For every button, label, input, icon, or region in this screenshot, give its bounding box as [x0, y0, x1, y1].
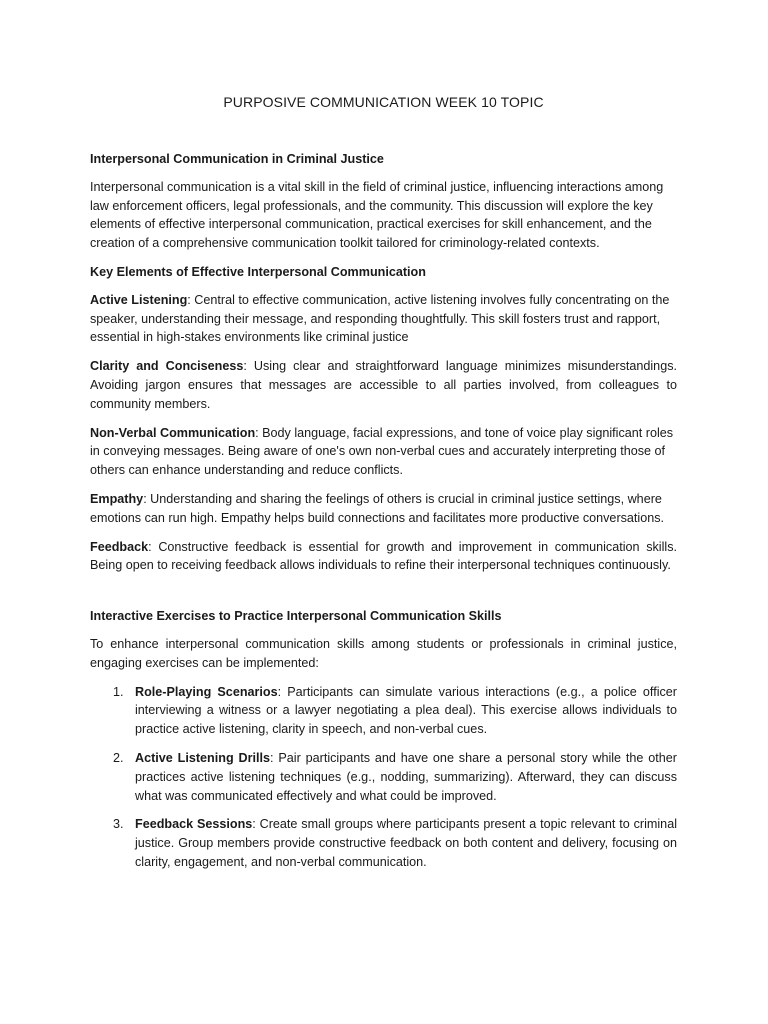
list-item — [90, 815, 677, 871]
element-text: : Central to effective communication, active listening involves fully concentrating on the speaker, understanding their message, and responding thoughtfully. This skill fosters trust and rapport, essential in high-stakes environments like criminal justice — [90, 292, 670, 345]
element-term: Active Listening — [90, 292, 188, 307]
element-term: Empathy — [90, 491, 144, 506]
list-number: 1. — [113, 684, 124, 699]
element-text: : Constructive feedback is essential for growth and improvement in communication skills. Being open to receiving feedback allows individuals to refine their interpersonal techniques continuously. — [90, 539, 677, 573]
exercise-term: Role-Playing Scenarios — [135, 684, 278, 699]
element-text: : Body language, facial expressions, and tone of voice play significant roles in conveying messages. Being aware of one's own non-verbal cues and accurately interpreting those of others can enhance understanding and reduce conflicts. — [90, 425, 674, 478]
section-heading-interpersonal-communication: Interpersonal Communication in Criminal Justice — [90, 152, 384, 166]
list-number: 3. — [113, 817, 124, 832]
list-item — [90, 683, 677, 739]
document-page — [90, 92, 677, 882]
list-item — [90, 749, 677, 805]
element-term: Feedback — [90, 539, 149, 554]
section-heading-interactive-exercises: Interactive Exercises to Practice Interpersonal Communication Skills — [90, 609, 502, 624]
element-paragraph-active-listening — [90, 291, 677, 347]
exercise-text: : Create small groups where participants present a topic relevant to criminal justice. Group members provide constructive feedback on both content and delivery, focusing on clarity, engagement, and non-verbal communication. — [135, 817, 677, 869]
section-heading-key-elements: Key Elements of Effective Interpersonal Communication — [90, 264, 426, 279]
intro-paragraph: Interpersonal communication is a vital skill in the field of criminal justice, influencing interactions among law enforcement officers, legal professionals, and the community. This discussion will explore the key elements of effective interpersonal communication, practical exercises for skill enhancement, and the creation of a comprehensive communication toolkit tailored for criminology-related contexts. — [90, 179, 664, 251]
element-text: : Using clear and straightforward language minimizes misunderstandings. Avoiding jargon ensures that messages are accessible to all parties involved, from colleagues to community members. — [90, 359, 677, 411]
exercise-text: : Pair participants and have one share a personal story while the other practices active listening techniques (e.g., nodding, summarizing). Afterward, they can discuss what was communicated effectively and what could be improved. — [135, 750, 677, 803]
document-title: PURPOSIVE COMMUNICATION WEEK 10 TOPIC — [223, 94, 544, 110]
element-term: Non-Verbal Communication — [90, 425, 256, 440]
list-number: 2. — [113, 750, 124, 765]
element-paragraph-non-verbal — [90, 424, 677, 480]
element-term: Clarity and Conciseness — [90, 359, 244, 374]
element-paragraph-clarity — [90, 357, 677, 413]
element-text: : Understanding and sharing the feelings of others is crucial in criminal justice settings, where emotions can run high. Empathy helps build connections and facilitates more productive conversations. — [90, 491, 665, 525]
element-paragraph-feedback — [90, 538, 677, 576]
exercise-list — [90, 683, 677, 872]
exercise-term: Active Listening Drills — [135, 750, 270, 765]
element-paragraph-empathy — [90, 490, 677, 528]
exercise-term: Feedback Sessions — [135, 817, 253, 832]
exercises-intro-paragraph: To enhance interpersonal communication skills among students or professionals in criminal justice, engaging exercises can be implemented: — [90, 636, 677, 670]
exercise-text: : Participants can simulate various interactions (e.g., a police officer interviewing a witness or a lawyer negotiating a plea deal). This exercise allows individuals to practice active listening, clarity in speech, and non-verbal cues. — [135, 684, 677, 737]
